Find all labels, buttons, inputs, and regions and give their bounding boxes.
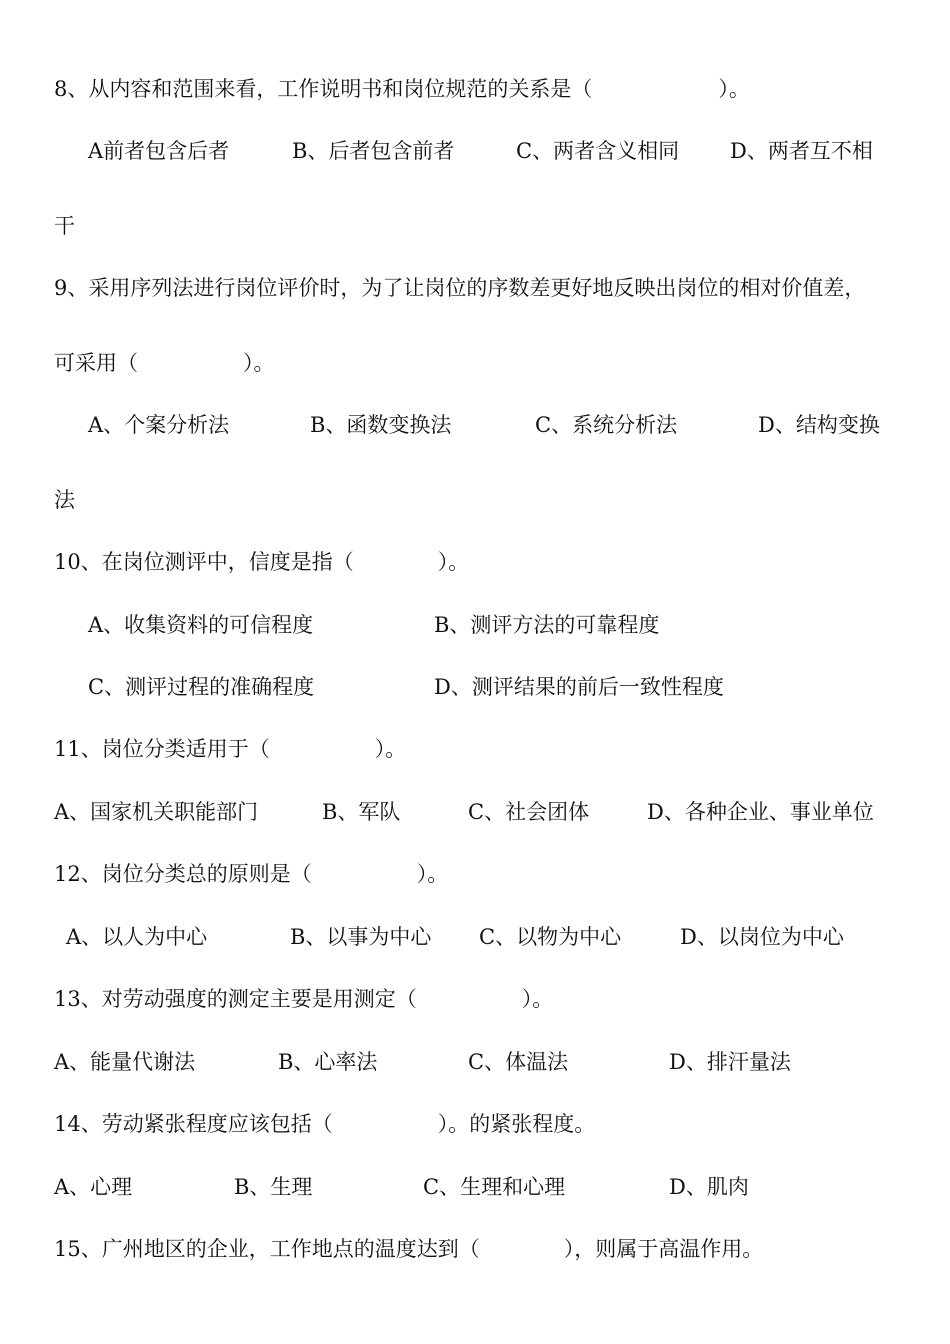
question-8-option-d: D、两者互不相 [730, 139, 873, 163]
question-11-option-c: C、社会团体 [468, 800, 590, 824]
question-10-option-d: D、测评结果的前后一致性程度 [434, 675, 724, 699]
question-13-option-a: A、能量代谢法 [54, 1050, 196, 1074]
question-14-option-a: A、心理 [54, 1175, 133, 1199]
question-12-option-b: B、以事为中心 [290, 925, 432, 949]
question-9-text-line-2: 可采用（ ）。 [54, 351, 275, 375]
question-14-option-c: C、生理和心理 [423, 1175, 566, 1199]
question-13-option-c: C、体温法 [468, 1050, 569, 1074]
question-10-option-c: C、测评过程的准确程度 [88, 675, 315, 699]
question-12-text: 12、岗位分类总的原则是（ ）。 [54, 862, 449, 886]
question-11-option-b: B、军队 [322, 800, 401, 824]
question-8-text: 8、从内容和范围来看，工作说明书和岗位规范的关系是（ ）。 [54, 77, 750, 101]
question-9-option-c: C、系统分析法 [535, 413, 678, 437]
question-9-option-d-wrap: 法 [54, 488, 75, 512]
question-10-text: 10、在岗位测评中，信度是指（ ）。 [54, 550, 470, 574]
question-13-option-d: D、排汗量法 [669, 1050, 791, 1074]
question-12-option-a: A、以人为中心 [66, 925, 208, 949]
question-8-option-b: B、后者包含前者 [292, 139, 455, 163]
question-10-option-a: A、收集资料的可信程度 [88, 613, 314, 637]
question-9-option-a: A、个案分析法 [88, 413, 230, 437]
question-14-option-d: D、肌肉 [669, 1175, 749, 1199]
question-12-option-d: D、以岗位为中心 [680, 925, 844, 949]
question-14-option-b: B、生理 [234, 1175, 313, 1199]
question-9-option-d: D、结构变换 [758, 413, 880, 437]
question-11-option-d: D、各种企业、事业单位 [647, 800, 874, 824]
question-11-option-a: A、国家机关职能部门 [54, 800, 259, 824]
question-8-option-a: A前者包含后者 [88, 139, 230, 163]
question-8-option-d-wrap: 干 [54, 214, 75, 238]
question-12-option-c: C、以物为中心 [479, 925, 622, 949]
question-10-option-b: B、测评方法的可靠程度 [434, 613, 660, 637]
question-15-text: 15、广州地区的企业，工作地点的温度达到（ ），则属于高温作用。 [54, 1237, 764, 1261]
question-14-text: 14、劳动紧张程度应该包括（ ）。的紧张程度。 [54, 1112, 596, 1136]
question-11-text: 11、岗位分类适用于（ ）。 [54, 737, 407, 761]
question-13-text: 13、对劳动强度的测定主要是用测定（ ）。 [54, 987, 554, 1011]
question-9-option-b: B、函数变换法 [310, 413, 452, 437]
question-13-option-b: B、心率法 [278, 1050, 378, 1074]
question-9-text-line-1: 9、采用序列法进行岗位评价时，为了让岗位的序数差更好地反映出岗位的相对价值差， [54, 276, 866, 300]
question-8-option-c: C、两者含义相同 [516, 139, 680, 163]
